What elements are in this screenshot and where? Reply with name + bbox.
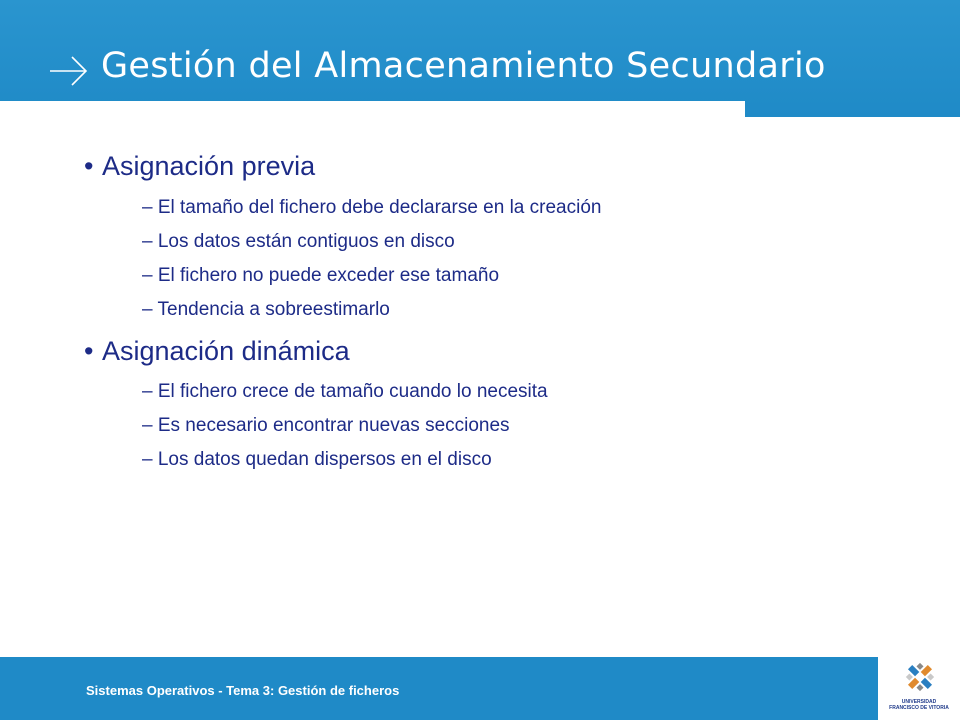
university-logo-icon bbox=[899, 659, 941, 695]
sub-item bbox=[142, 231, 455, 253]
dash: – bbox=[142, 265, 153, 286]
header-divider bbox=[0, 101, 745, 117]
sub-item bbox=[142, 265, 499, 287]
logo-line-1: UNIVERSIDAD bbox=[901, 699, 937, 705]
dash: – bbox=[142, 415, 153, 436]
logo-line-2: FRANCISCO DE VITORIA bbox=[889, 705, 949, 711]
bullet-item bbox=[84, 336, 350, 367]
sub-item-text: Tendencia a sobreestimarlo bbox=[157, 299, 390, 320]
sub-item-text: El fichero crece de tamaño cuando lo necesita bbox=[157, 381, 548, 402]
arrow-right-icon bbox=[48, 53, 90, 89]
sub-item-text: El tamaño del fichero debe declararse en la creación bbox=[157, 197, 602, 218]
sub-item bbox=[142, 197, 601, 219]
dash: – bbox=[142, 449, 153, 470]
bullet-label: Asignación dinámica bbox=[102, 336, 350, 366]
university-logo bbox=[878, 657, 960, 720]
bullet-dot: • bbox=[84, 151, 94, 181]
dash: – bbox=[142, 299, 153, 320]
bullet-item bbox=[84, 151, 315, 182]
bullet-label: Asignación previa bbox=[102, 151, 316, 181]
sub-item-text: El fichero no puede exceder ese tamaño bbox=[157, 265, 500, 286]
slide-title: Gestión del Almacenamiento Secundario bbox=[101, 46, 826, 86]
sub-item bbox=[142, 299, 390, 321]
sub-item bbox=[142, 381, 548, 403]
sub-item-text: Los datos están contiguos en disco bbox=[157, 231, 455, 252]
dash: – bbox=[142, 381, 153, 402]
sub-item-text: Es necesario encontrar nuevas secciones bbox=[157, 415, 510, 436]
sub-item-text: Los datos quedan dispersos en el disco bbox=[157, 449, 492, 470]
dash: – bbox=[142, 231, 153, 252]
sub-item bbox=[142, 449, 492, 471]
dash: – bbox=[142, 197, 153, 218]
sub-item bbox=[142, 415, 510, 437]
footer-text: Sistemas Operativos - Tema 3: Gestión de ficheros bbox=[86, 683, 400, 698]
bullet-dot: • bbox=[84, 336, 94, 366]
